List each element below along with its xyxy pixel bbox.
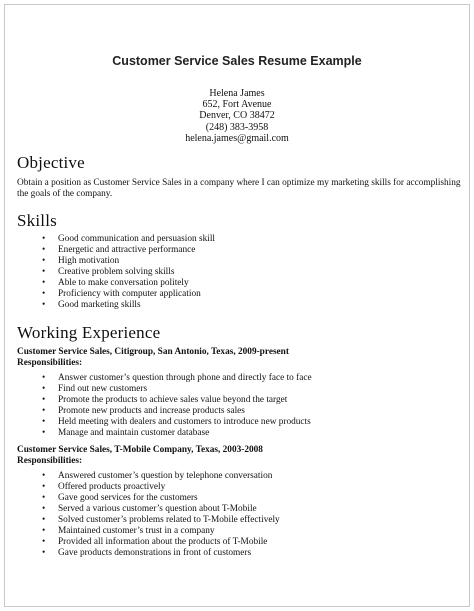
bullet-icon: • <box>42 526 46 536</box>
contact-block <box>0 88 474 144</box>
list-item <box>17 548 280 559</box>
list-item <box>17 406 312 417</box>
list-item-text: Answered customer’s question by telephone conversation <box>58 471 273 481</box>
bullet-icon: • <box>42 515 46 525</box>
bullet-icon: • <box>42 256 46 266</box>
bullet-icon: • <box>42 482 46 492</box>
bullet-icon: • <box>42 548 46 558</box>
bullet-icon: • <box>42 493 46 503</box>
bullet-icon: • <box>42 300 46 310</box>
skills-list <box>17 234 215 311</box>
contact-email: helena.james@gmail.com <box>185 132 289 144</box>
job-responsibilities-list <box>17 373 312 439</box>
list-item <box>17 278 215 289</box>
bullet-icon: • <box>42 471 46 481</box>
bullet-icon: • <box>42 234 46 244</box>
contact-phone: (248) 383-3958 <box>205 121 269 133</box>
list-item <box>17 537 280 548</box>
list-item <box>17 373 312 384</box>
bullet-icon: • <box>42 504 46 514</box>
list-item-text: Proficiency with computer application <box>58 289 201 299</box>
list-item <box>17 256 215 267</box>
bullet-icon: • <box>42 417 46 427</box>
list-item-text: Gave products demonstrations in front of customers <box>58 548 252 558</box>
list-item-text: Served a various customer’s question about T-Mobile <box>58 504 257 514</box>
bullet-icon: • <box>42 395 46 405</box>
list-item-text: Promote new products and increase products sales <box>58 406 245 416</box>
contact-address: 652, Fort Avenue <box>202 99 272 111</box>
list-item <box>17 395 312 406</box>
bullet-icon: • <box>42 428 46 438</box>
list-item-text: Find out new customers <box>58 384 148 394</box>
list-item <box>17 245 215 256</box>
bullet-icon: • <box>42 406 46 416</box>
responsibilities-label: Responsibilities: <box>17 456 83 466</box>
list-item-text: High motivation <box>58 256 120 266</box>
objective-text: Obtain a position as Customer Service Sales in a company where I can optimize my marketing skills for accomplishing the goals of the company. <box>17 178 461 199</box>
list-item-text: Manage and maintain customer database <box>58 428 210 438</box>
experience-heading: Working Experience <box>17 323 161 342</box>
bullet-icon: • <box>42 373 46 383</box>
skills-heading: Skills <box>17 211 57 230</box>
responsibilities-label: Responsibilities: <box>17 358 83 368</box>
list-item <box>17 482 280 493</box>
bullet-icon: • <box>42 278 46 288</box>
list-item <box>17 300 215 311</box>
contact-name: Helena James <box>209 88 265 99</box>
list-item <box>17 384 312 395</box>
bullet-icon: • <box>42 537 46 547</box>
list-item-text: Promote the products to achieve sales value beyond the target <box>58 395 288 405</box>
list-item-text: Good communication and persuasion skill <box>58 234 215 244</box>
list-item <box>17 526 280 537</box>
list-item-text: Good marketing skills <box>58 300 141 310</box>
objective-heading: Objective <box>17 153 85 172</box>
list-item-text: Offered products proactively <box>58 482 166 492</box>
list-item-text: Energetic and attractive performance <box>58 245 196 255</box>
job-title: Customer Service Sales, Citigroup, San Antonio, Texas, 2009-present <box>17 347 289 357</box>
job-responsibilities-list <box>17 471 280 559</box>
list-item-text: Held meeting with dealers and customers to introduce new products <box>58 417 311 427</box>
list-item-text: Creative problem solving skills <box>58 267 175 277</box>
list-item <box>17 515 280 526</box>
list-item <box>17 428 312 439</box>
job-title: Customer Service Sales, T-Mobile Company, Texas, 2003-2008 <box>17 445 263 455</box>
document-title: Customer Service Sales Resume Example <box>112 54 362 68</box>
bullet-icon: • <box>42 267 46 277</box>
list-item-text: Gave good services for the customers <box>58 493 198 503</box>
list-item <box>17 417 312 428</box>
bullet-icon: • <box>42 245 46 255</box>
list-item-text: Maintained customer’s trust in a company <box>58 526 215 536</box>
bullet-icon: • <box>42 384 46 394</box>
list-item <box>17 267 215 278</box>
list-item <box>17 504 280 515</box>
list-item-text: Answer customer’s question through phone and directly face to face <box>58 373 312 383</box>
list-item <box>17 471 280 482</box>
list-item-text: Provided all information about the products of T-Mobile <box>58 537 268 547</box>
list-item-text: Solved customer’s problems related to T-Mobile effectively <box>58 515 280 525</box>
list-item <box>17 493 280 504</box>
list-item <box>17 289 215 300</box>
list-item-text: Able to make conversation politely <box>58 278 189 288</box>
bullet-icon: • <box>42 289 46 299</box>
list-item <box>17 234 215 245</box>
contact-city: Denver, CO 38472 <box>199 110 275 122</box>
